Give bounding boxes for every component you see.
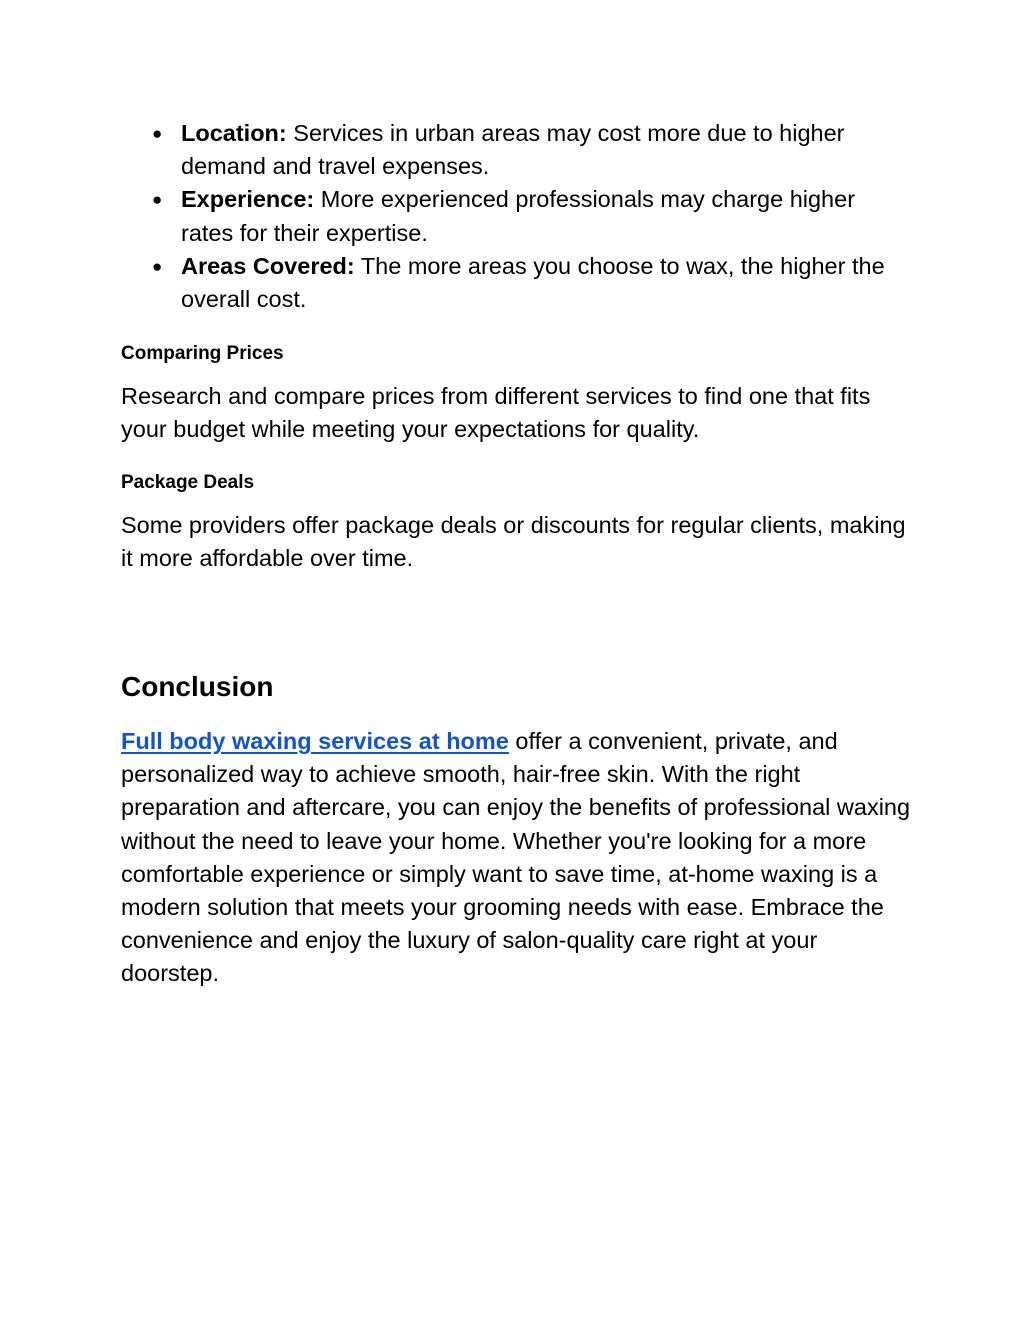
conclusion-text: offer a convenient, private, and personalized way to achieve smooth, hair-free skin. With the right preparation and aftercare, you can enjoy the benefits of professional waxing without the need to leave your home. Whether you're looking for a more comfortable experience or simply want to save time, at-home waxing is a modern solution that meets your grooming needs with ease. Embrace the convenience and enjoy the luxury of salon-quality care right at your doorstep. [121, 728, 911, 987]
bullet-icon: ● [152, 256, 163, 276]
list-item [121, 117, 911, 183]
full-body-waxing-link[interactable]: Full body waxing services at home [121, 728, 509, 755]
comparing-prices-paragraph: Research and compare prices from different services to find one that fits your budget while meeting your expectations for quality. [121, 383, 871, 443]
factor-text: More experienced professionals may charge higher rates for their expertise. [181, 186, 856, 246]
comparing-prices-heading: Comparing Prices [121, 343, 284, 365]
package-deals-paragraph: Some providers offer package deals or discounts for regular clients, making it more affordable over time. [121, 511, 906, 571]
list-item [121, 250, 911, 316]
conclusion-paragraph [121, 725, 911, 991]
cost-factors-list [121, 117, 911, 316]
bullet-icon: ● [152, 124, 163, 143]
list-item [121, 183, 911, 249]
factor-term: Experience: [181, 186, 315, 213]
factor-text: Services in urban areas may cost more due to higher demand and travel expenses. [181, 120, 845, 180]
factor-term: Location: [181, 120, 287, 146]
factor-text: The more areas you choose to wax, the higher the overall cost. [181, 252, 885, 313]
factor-term: Areas Covered: [181, 252, 355, 279]
bullet-icon: ● [152, 190, 163, 210]
conclusion-heading: Conclusion [121, 671, 274, 703]
document-content [121, 117, 911, 991]
package-deals-heading: Package Deals [121, 471, 255, 493]
